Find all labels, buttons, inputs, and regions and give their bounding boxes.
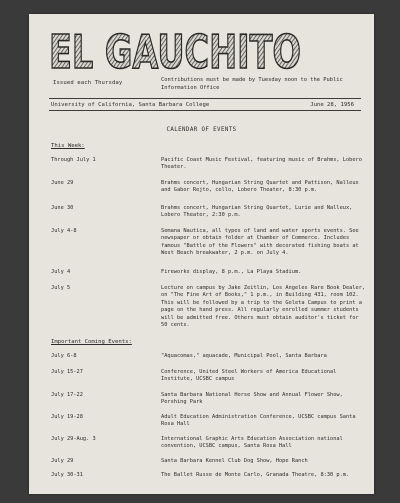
event-text: Lecture on campus by Jake Zeitlin, Los Angeles Rare Book Dealer, on "The Fine Art of Books," 1 p.m., in Building 431, room 102. This will be followed by a trip to the Goleta Campus to print a page on the hand press. All regularly enrolled summer students will be admitted free. Others must obtain auditor's ticket for 50 cents. (161, 285, 366, 329)
contributions-note: Contributions must be made by Tuesday noon to the Public Information Office (161, 77, 343, 91)
header-rule-top (49, 98, 361, 99)
event-text: "Aquacomas," aquacade, Municipal Pool, Santa Barbara (161, 353, 327, 359)
masthead-logo (45, 28, 305, 72)
university-name: University of California, Santa Barbara College (51, 102, 210, 108)
event-date: July 29-Aug. 3 (51, 436, 96, 442)
event-date: July 30-31 (51, 472, 83, 478)
event-text: Fireworks display, 8 p.m., La Playa Stadium. (161, 269, 302, 275)
issued-note: Issued each Thursday (53, 80, 123, 86)
event-text: Conference, United Steel Workers of America Educational Institute, UCSBC campus (161, 369, 337, 383)
masthead-title-text: EL GAUCHITO (49, 28, 301, 72)
event-date: Through July 1 (51, 157, 96, 163)
header-rule-bottom (49, 110, 361, 111)
event-date: July 5 (51, 285, 71, 291)
issue-date: June 28, 1956 (310, 102, 354, 108)
event-date: July 15-27 (51, 369, 83, 375)
event-date: June 29 (51, 180, 74, 186)
event-date: July 19-28 (51, 414, 83, 420)
masthead-title (45, 28, 305, 72)
event-text: The Ballet Russe de Monte Carlo, Granada Theatre, 8:30 p.m. (161, 472, 350, 478)
event-text: Semana Nautica, all types of land and water sports events. See newspaper or obtain folder at Chamber of Commerce. Includes famous "Battle of the Flowers" with decorated fishing boats at West Beach breakwater, 2 p.m. on July 4. (161, 228, 359, 257)
event-text: Santa Barbara National Horse Show and Annual Flower Show, Pershing Park (161, 392, 343, 406)
event-text: Adult Education Administration Conference, UCSBC campus Santa Rosa Hall (161, 414, 356, 428)
event-text: Brahms concert, Hungarian String Quartet, Lurie and Nalleux, Lobero Theater, 2:30 p.m. (161, 205, 353, 219)
event-text: Brahms concert, Hungarian String Quartet and Pattison, Nalleux and Gabor Rejto, cello, Lobero Theater, 8:30 p.m. (161, 180, 359, 194)
event-date: July 17-22 (51, 392, 83, 398)
event-text: Pacific Coast Music Festival, featuring music of Brahms, Lobero Theater. (161, 157, 362, 171)
event-date: July 29 (51, 458, 74, 464)
this-week-heading: This Week: (51, 143, 85, 149)
event-date: June 30 (51, 205, 74, 211)
event-text: International Graphic Arts Education Association national convention, UCSBC campus, Santa Rosa Hall (161, 436, 343, 450)
event-text: Santa Barbara Kennel Club Dog Show, Hope Ranch (161, 458, 308, 464)
calendar-title: CALENDAR OF EVENTS (166, 127, 237, 133)
event-date: July 4 (51, 269, 71, 275)
event-date: July 4-8 (51, 228, 77, 234)
coming-events-heading: Important Coming Events: (51, 339, 132, 345)
newsletter-page (29, 14, 374, 494)
event-date: July 6-8 (51, 353, 77, 359)
